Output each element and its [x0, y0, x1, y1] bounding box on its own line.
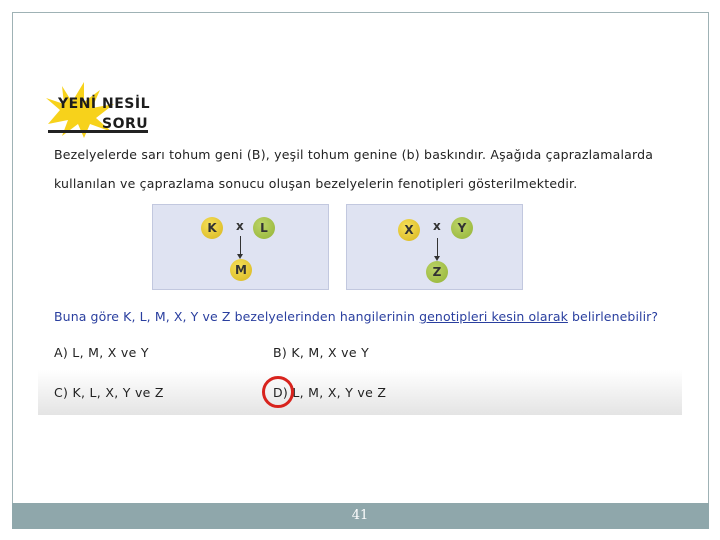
- logo-line2: SORU: [102, 116, 149, 132]
- logo-line1: YENİ NESİL: [58, 96, 150, 112]
- option-b[interactable]: B) K, M, X ve Y: [273, 345, 370, 360]
- answer-circle-mark: [262, 376, 294, 408]
- question-text: [54, 309, 658, 324]
- problem-line1: Bezelyelerde sarı tohum geni (B), yeşil tohum genine (b) baskındır. Aşağıda çaprazlamalarda: [54, 147, 654, 162]
- arrow-line-1: [240, 236, 241, 256]
- option-d[interactable]: D) L, M, X, Y ve Z: [273, 385, 387, 400]
- pea-l: L: [253, 217, 275, 239]
- cross-symbol-1: x: [236, 219, 244, 233]
- pea-k: K: [201, 217, 223, 239]
- page-number: 41: [351, 508, 369, 523]
- pea-y: Y: [451, 217, 473, 239]
- pea-m: M: [230, 259, 252, 281]
- option-a[interactable]: A) L, M, X ve Y: [54, 345, 149, 360]
- question-part2: belirlenebilir?: [567, 309, 659, 324]
- arrow-line-2: [437, 238, 438, 258]
- pea-z: Z: [426, 261, 448, 283]
- pea-x: X: [398, 219, 420, 241]
- option-c[interactable]: C) K, L, X, Y ve Z: [54, 385, 164, 400]
- cross-symbol-2: x: [433, 219, 441, 233]
- question-underlined: genotipleri kesin olarak: [419, 309, 568, 324]
- problem-line2: kullanılan ve çaprazlama sonucu oluşan bezelyelerin fenotipleri gösterilmektedir.: [54, 176, 578, 191]
- question-part1: Buna göre K, L, M, X, Y ve Z bezelyelerinden hangilerinin: [54, 309, 420, 324]
